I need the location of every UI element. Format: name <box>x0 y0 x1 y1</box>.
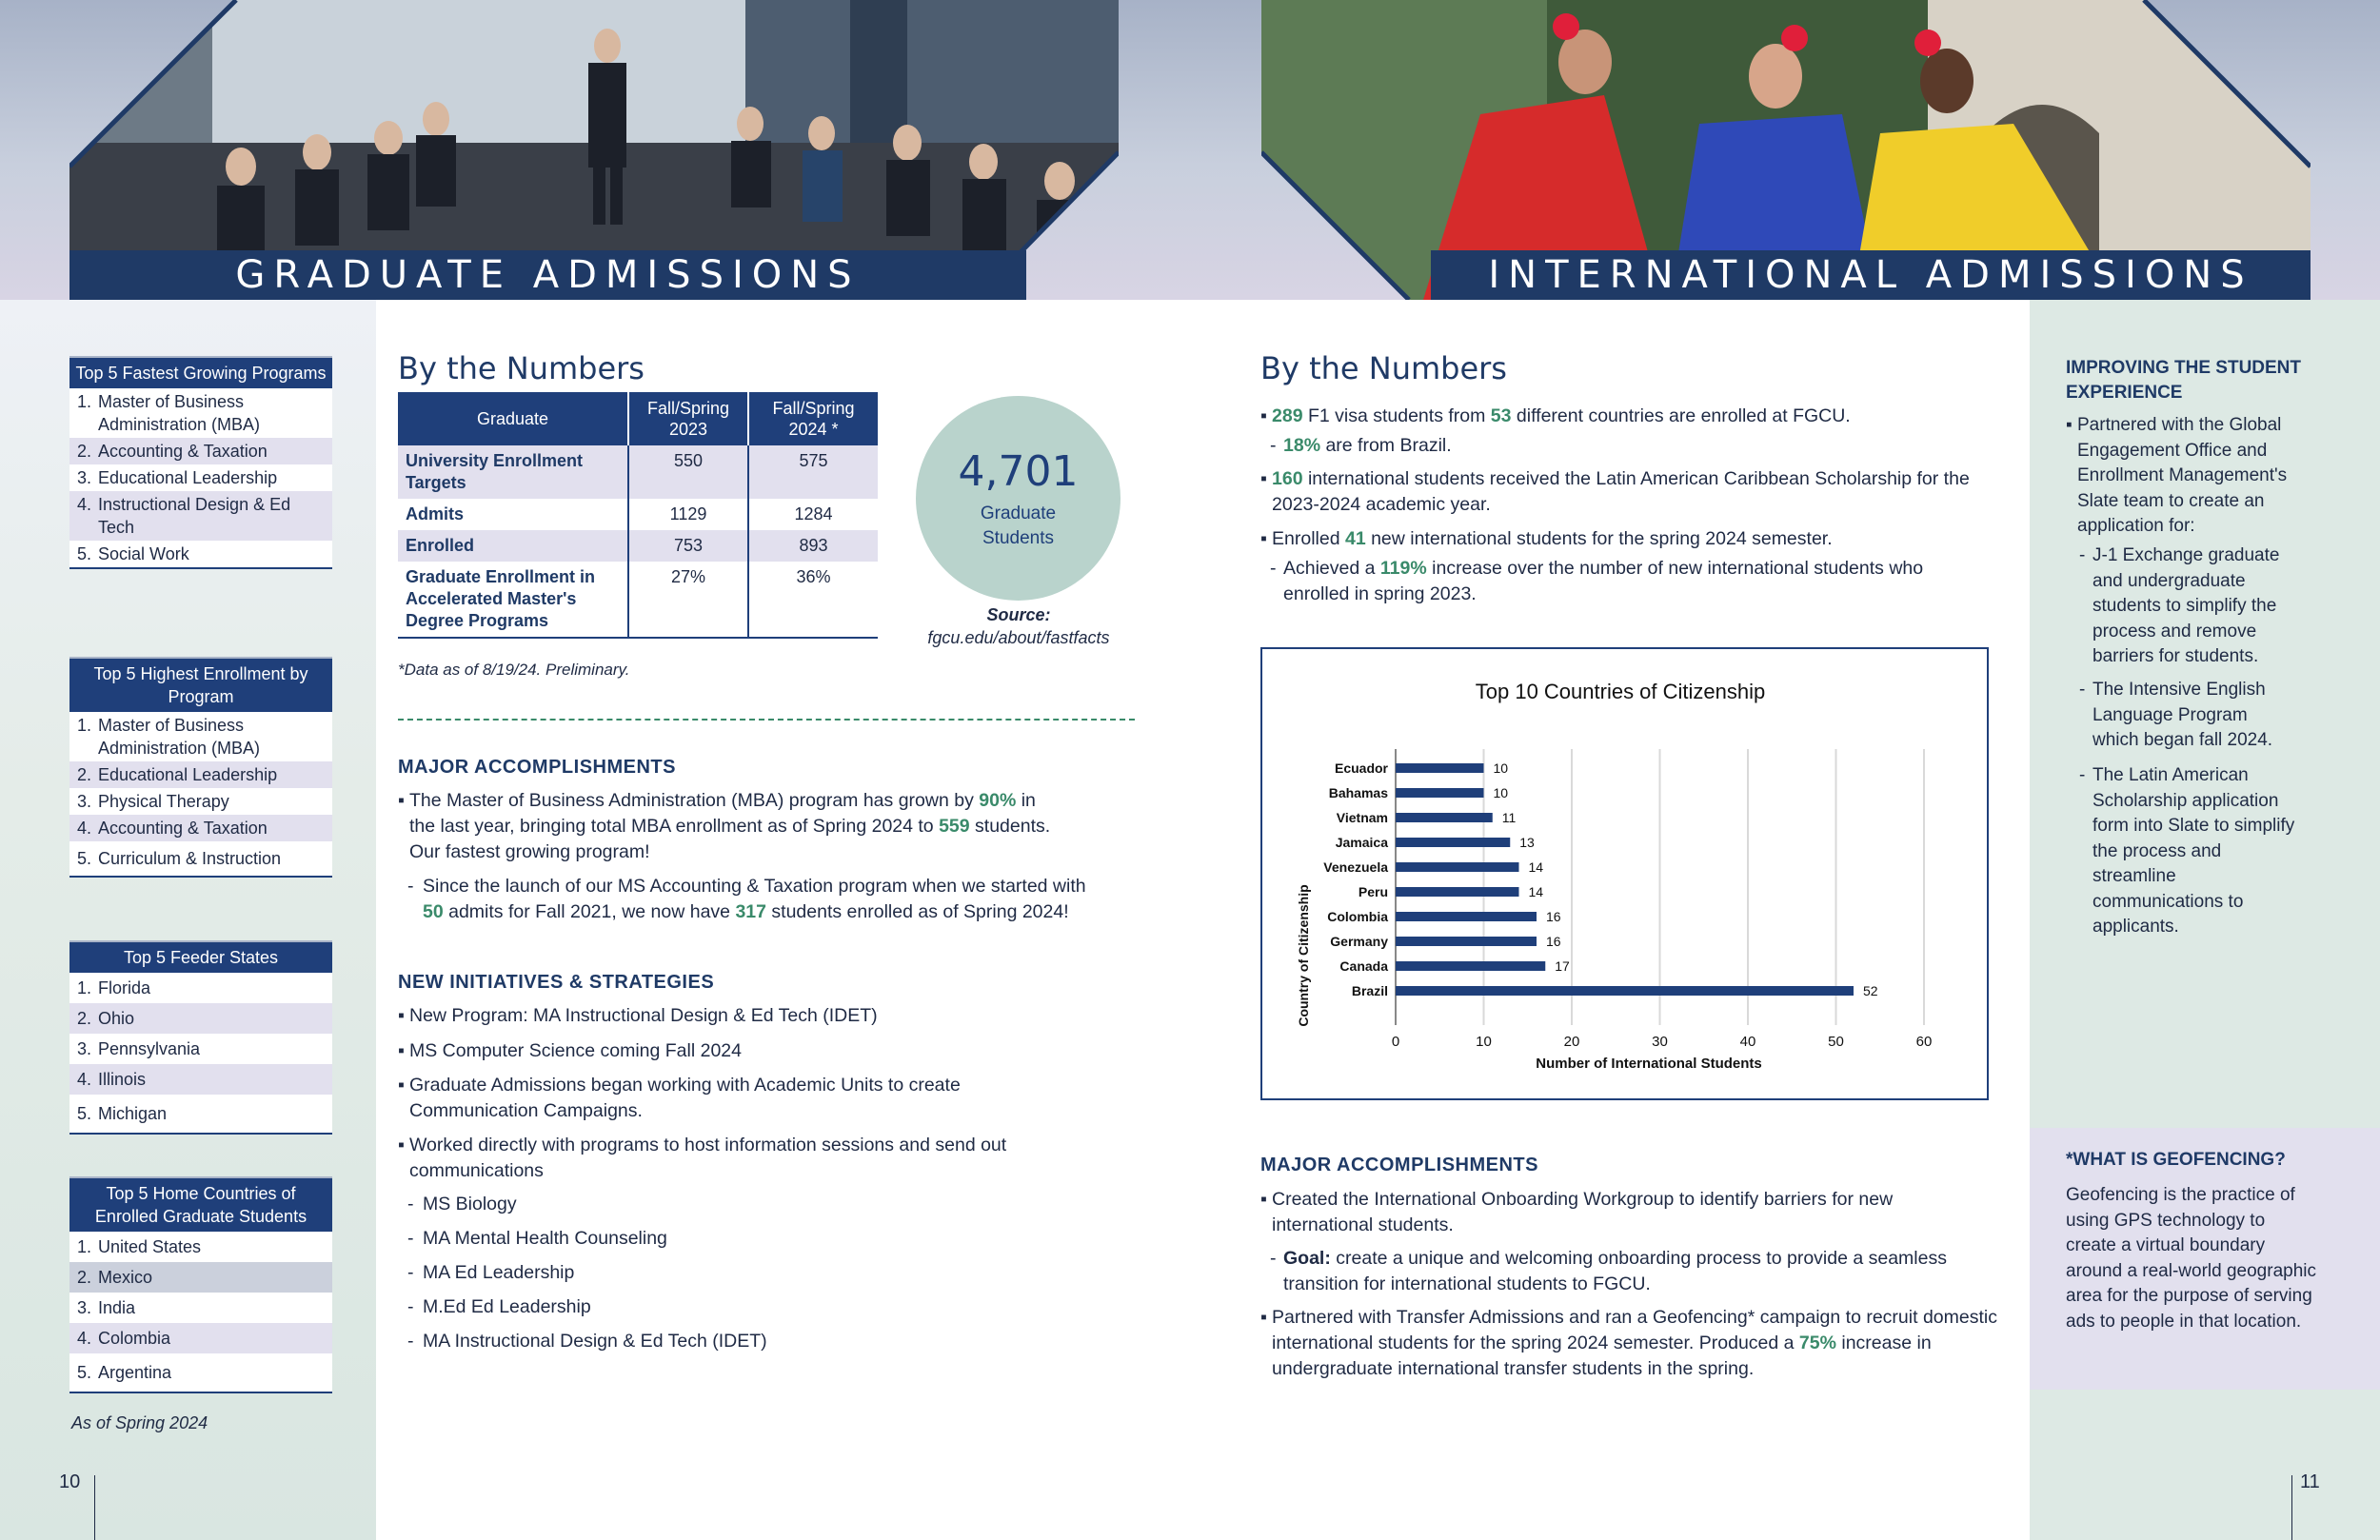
initiative-item: ▪ Worked directly with programs to host information sessions and send out communications <box>398 1135 1007 1181</box>
table-header: Fall/Spring 2023 <box>628 392 748 445</box>
list-item: 4. Colombia <box>69 1323 332 1353</box>
chart-y-axis-label: Country of Citizenship <box>1296 884 1311 1027</box>
list-item: 2. Educational Leadership <box>69 761 332 788</box>
chart-value-label: 17 <box>1555 958 1570 974</box>
list-item: 3. Pennsylvania <box>69 1034 332 1064</box>
chart-value-label: 14 <box>1528 884 1544 899</box>
student-experience-item: - J-1 Exchange graduate and undergraduate students to simplify the process and remove barriers for students. <box>2079 545 2280 666</box>
list-item: 2. Accounting & Taxation <box>69 438 332 464</box>
table-row: University Enrollment Targets 550 575 <box>398 445 878 499</box>
chart-x-axis-label: Number of International Students <box>1536 1056 1762 1072</box>
chart-bar-canada <box>1396 961 1545 971</box>
initiative-item: ▪ New Program: MA Instructional Design & Ed Tech (IDET) <box>398 1005 878 1026</box>
geofencing-text: Geofencing is the practice of using GPS technology to create a virtual boundary around a real-world geographic area for the purpose of serving ads to people in that location. <box>2066 1185 2316 1332</box>
list-item: 1. Master of Business Administration (MBA) <box>69 388 332 438</box>
chart-x-tick-label: 0 <box>1391 1034 1400 1050</box>
graduate-admissions-title: GRADUATE ADMISSIONS <box>69 250 1026 300</box>
fastest-growing-table <box>69 356 332 569</box>
chart-x-tick-label: 40 <box>1739 1034 1756 1050</box>
international-stat-3: ▪ Enrolled 41 new international students for the spring 2024 semester. <box>1260 528 1833 549</box>
countries-chart <box>1260 647 1989 1100</box>
international-accomplishment-2: ▪ Partnered with Transfer Admissions and ran a Geofencing* campaign to recruit domestic international students for the spring 2024 semester. Produced a 75% increase in undergraduate international transfer students in the spring. <box>1260 1307 1997 1379</box>
home-countries-title: Top 5 Home Countries of Enrolled Graduate Students <box>69 1176 332 1232</box>
feeder-states-table <box>69 940 332 1135</box>
graduate-numbers-table <box>398 392 878 639</box>
initiative-item: ▪ Graduate Admissions began working with Academic Units to create Communication Campaigns. <box>398 1075 961 1121</box>
table-row: Admits 1129 1284 <box>398 499 878 530</box>
table-row: Enrolled 753 893 <box>398 530 878 562</box>
chart-bar-jamaica <box>1396 838 1510 847</box>
highest-enrollment-title: Top 5 Highest Enrollment by Program <box>69 657 332 712</box>
sub-initiative-item: - MA Ed Leadership <box>407 1262 575 1283</box>
international-stat-2: ▪ 160 international students received the Latin American Caribbean Scholarship for the 2023-2024 academic year. <box>1260 468 1970 515</box>
list-item: 5. Social Work <box>69 541 332 569</box>
international-stat-1: ▪ 289 F1 visa students from 53 different countries are enrolled at FGCU. <box>1260 405 1851 426</box>
sub-initiative-item: - MA Mental Health Counseling <box>407 1228 667 1249</box>
feeder-states-title: Top 5 Feeder States <box>69 940 332 973</box>
page-divider-left <box>94 1475 95 1540</box>
student-experience-item: - The Intensive English Language Program which began fall 2024. <box>2079 680 2273 750</box>
international-accomplishment-1: ▪ Created the International Onboarding Workgroup to identify barriers for new international students. <box>1260 1189 1894 1235</box>
home-countries-table <box>69 1176 332 1393</box>
table-header: Fall/Spring 2024 * <box>748 392 878 445</box>
chart-category-label: Bahamas <box>1328 785 1388 800</box>
page-number-left: 10 <box>59 1471 81 1492</box>
graduate-accomplishments-heading: MAJOR ACCOMPLISHMENTS <box>398 757 676 778</box>
international-accomplishment-goal: - Goal: create a unique and welcoming onboarding process to provide a seamless transition for international students to FGCU. <box>1270 1248 1947 1294</box>
student-experience-heading: IMPROVING THE STUDENT EXPERIENCE <box>2066 358 2302 403</box>
list-item: 4. Instructional Design & Ed Tech <box>69 491 332 541</box>
geofencing-heading: *WHAT IS GEOFENCING? <box>2066 1150 2286 1170</box>
chart-bar-ecuador <box>1396 763 1484 773</box>
chart-category-label: Colombia <box>1327 909 1388 924</box>
chart-bar-peru <box>1396 887 1519 897</box>
table-row: Graduate Enrollment in Accelerated Master's Degree Programs 27% 36% <box>398 562 878 638</box>
chart-bar-germany <box>1396 937 1537 946</box>
chart-category-label: Peru <box>1358 884 1388 899</box>
chart-bar-venezuela <box>1396 862 1519 872</box>
graduate-students-label: Graduate Students <box>980 503 1057 548</box>
chart-value-label: 10 <box>1493 785 1509 800</box>
chart-category-label: Canada <box>1339 958 1388 974</box>
countries-chart-svg <box>1262 649 1987 1098</box>
list-item: 4. Illinois <box>69 1064 332 1095</box>
international-accomplishments-heading: MAJOR ACCOMPLISHMENTS <box>1260 1155 1538 1175</box>
chart-x-tick-label: 60 <box>1915 1034 1933 1050</box>
international-admissions-title: INTERNATIONAL ADMISSIONS <box>1431 250 2311 300</box>
page-number-right: 11 <box>2300 1471 2320 1492</box>
chart-value-label: 16 <box>1546 909 1561 924</box>
initiatives-heading: NEW INITIATIVES & STRATEGIES <box>398 972 715 993</box>
international-stat-1-sub: - 18% are from Brazil. <box>1270 435 1452 456</box>
chart-category-label: Ecuador <box>1334 760 1388 776</box>
graduate-students-circle <box>916 396 1121 601</box>
chart-bar-colombia <box>1396 912 1537 921</box>
student-experience-item: - The Latin American Scholarship application form into Slate to simplify the process and streamline communications to applicants. <box>2079 765 2295 937</box>
chart-x-tick-label: 10 <box>1476 1034 1492 1050</box>
list-item: 3. India <box>69 1293 332 1323</box>
page-divider-right <box>2291 1475 2292 1540</box>
highest-enrollment-table <box>69 657 332 878</box>
list-item: 1. Master of Business Administration (MBA) <box>69 712 332 761</box>
chart-x-tick-label: 20 <box>1563 1034 1580 1050</box>
fastest-growing-title: Top 5 Fastest Growing Programs <box>69 356 332 388</box>
chart-value-label: 10 <box>1493 760 1509 776</box>
chart-category-label: Venezuela <box>1323 859 1388 875</box>
international-numbers-heading: By the Numbers <box>1260 350 1507 386</box>
graduate-students-count: 4,701 <box>958 447 1079 496</box>
list-item: 2. Ohio <box>69 1003 332 1034</box>
graduate-accomplishment-2: - Since the launch of our MS Accounting & Taxation program when we started with 50 admits for Fall 2021, we now have 317 students enrolled as of Spring 2024! <box>407 876 1086 922</box>
chart-value-label: 14 <box>1528 859 1544 875</box>
sub-initiative-item: - MS Biology <box>407 1194 517 1214</box>
chart-x-tick-label: 50 <box>1828 1034 1844 1050</box>
initiative-item: ▪ MS Computer Science coming Fall 2024 <box>398 1040 742 1061</box>
chart-category-label: Germany <box>1330 934 1388 949</box>
table-header: Graduate <box>398 392 628 445</box>
source-note: Source: fgcu.edu/about/fastfacts <box>927 605 1110 647</box>
list-item: 5. Michigan <box>69 1095 332 1135</box>
list-item: 1. United States <box>69 1232 332 1262</box>
chart-category-label: Brazil <box>1351 983 1388 998</box>
chart-bar-bahamas <box>1396 788 1484 798</box>
chart-value-label: 13 <box>1519 835 1535 850</box>
chart-bar-brazil <box>1396 986 1854 996</box>
right-bottom-background <box>2030 1390 2380 1540</box>
data-footnote: *Data as of 8/19/24. Preliminary. <box>398 661 630 679</box>
list-item: 3. Physical Therapy <box>69 788 332 815</box>
list-item: 1. Florida <box>69 973 332 1003</box>
chart-value-label: 52 <box>1863 983 1878 998</box>
list-item: 4. Accounting & Taxation <box>69 815 332 841</box>
chart-category-label: Vietnam <box>1336 810 1388 825</box>
sub-initiative-item: - M.Ed Ed Leadership <box>407 1296 591 1317</box>
list-item: 5. Curriculum & Instruction <box>69 841 332 878</box>
list-item: 2. Mexico <box>69 1262 332 1293</box>
sub-initiative-item: - MA Instructional Design & Ed Tech (IDET) <box>407 1331 767 1352</box>
sidebar-note: As of Spring 2024 <box>71 1413 208 1432</box>
international-stat-3-sub: - Achieved a 119% increase over the number of new international students who enrolled in spring 2023. <box>1270 558 1924 604</box>
chart-value-label: 16 <box>1546 934 1561 949</box>
graduate-accomplishment-1: ▪ The Master of Business Administration (MBA) program has grown by 90% in the last year, bringing total MBA enrollment as of Spring 2024 to 559 students. Our fastest growing program! <box>398 790 1051 862</box>
chart-value-label: 11 <box>1501 810 1517 825</box>
list-item: 5. Argentina <box>69 1353 332 1393</box>
graduate-numbers-heading: By the Numbers <box>398 350 645 386</box>
chart-bar-vietnam <box>1396 813 1493 822</box>
list-item: 3. Educational Leadership <box>69 464 332 491</box>
chart-category-label: Jamaica <box>1335 835 1388 850</box>
student-experience-intro: ▪ Partnered with the Global Engagement Office and Enrollment Management's Slate team to create an application for: <box>2066 415 2288 536</box>
chart-title: Top 10 Countries of Citizenship <box>1475 680 1766 703</box>
chart-x-tick-label: 30 <box>1652 1034 1668 1050</box>
dashed-divider <box>398 719 1135 721</box>
